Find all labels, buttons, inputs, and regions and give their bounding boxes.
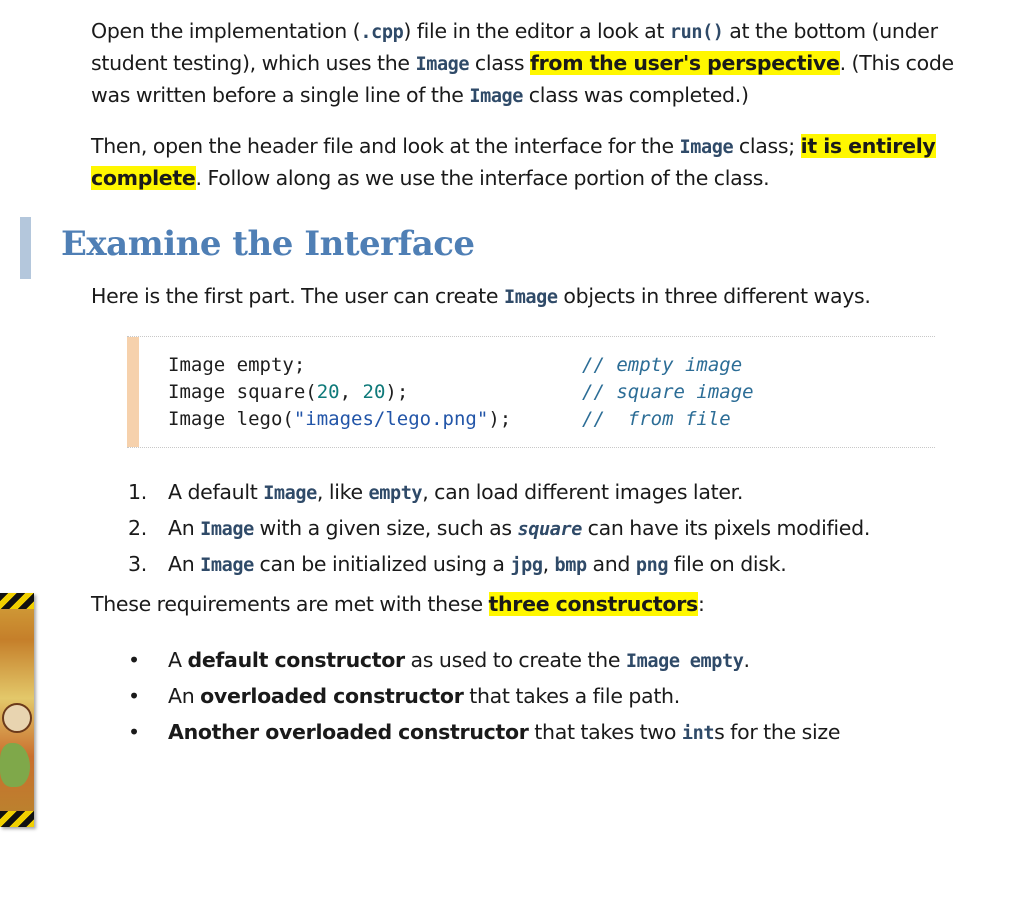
highlight: from the user's perspective [530, 51, 840, 75]
inline-code: square [517, 519, 582, 540]
bullet-icon: • [128, 648, 140, 672]
section-heading: Examine the Interface [61, 224, 475, 264]
cover-character [0, 743, 30, 787]
heading-accent-bar [20, 217, 31, 279]
inline-code: run() [669, 22, 724, 43]
code-line-3: Image lego("images/lego.png"); [168, 408, 512, 430]
inline-code: bmp [554, 555, 587, 576]
list-item: • An overloaded constructor that takes a file path. [128, 678, 840, 714]
numbered-list [128, 474, 870, 582]
inline-code: Image [469, 86, 524, 107]
inline-code: Image [200, 555, 254, 576]
code-block [127, 336, 935, 448]
inline-code: empty [368, 483, 423, 504]
list-item: 3. An Image can be initialized using a jpg, bmp and png file on disk. [128, 552, 787, 576]
cover-emblem [2, 703, 32, 733]
bullet-list [128, 642, 840, 750]
hazard-stripe [0, 811, 34, 827]
bullet-icon: • [128, 720, 140, 744]
paragraph-open-implementation: Open the implementation (.cpp) file in the editor a look at run() at the bottom (under student testing), which uses the Image class from the user's perspective. (This code was written before a single line of the Image class was completed.) [91, 19, 954, 107]
code-line-2: Image square(20, 20); [168, 381, 409, 403]
inline-code: Image [679, 137, 734, 158]
highlight: it is entirely complete [91, 134, 936, 190]
inline-code: .cpp [360, 22, 404, 43]
code-comment-3: // from file [582, 408, 731, 430]
book-cover-thumbnail-icon [0, 593, 34, 827]
code-comment-2: // square image [582, 381, 754, 403]
list-item: 2. An Image with a given size, such as square can have its pixels modified. [128, 516, 871, 540]
paragraph-requirements: These requirements are met with these three constructors: [91, 592, 705, 616]
inline-code: png [635, 555, 669, 576]
hazard-stripe [0, 593, 34, 609]
inline-code: Image [503, 287, 558, 308]
paragraph-open-header: Then, open the header file and look at the interface for the Image class; it is entirely complete. Follow along as we use the interface portion of the class. [91, 134, 936, 190]
list-item: • A default constructor as used to create the Image empty. [128, 642, 840, 678]
highlight: three constructors [488, 592, 698, 616]
inline-code: jpg [510, 555, 543, 576]
inline-code: Image empty [625, 651, 744, 672]
bullet-icon: • [128, 684, 140, 708]
list-item: • Another overloaded constructor that takes two ints for the size [128, 714, 840, 750]
code-line-1: Image empty; [168, 354, 306, 376]
inline-code: Image [200, 519, 254, 540]
code-comment-1: // empty image [582, 354, 743, 376]
list-item: 1. A default Image, like empty, can load different images later. [128, 480, 744, 504]
inline-code: Image [263, 483, 317, 504]
paragraph-intro: Here is the first part. The user can create Image objects in three different ways. [91, 284, 871, 308]
inline-code: int [681, 723, 715, 744]
inline-code: Image [415, 54, 470, 75]
code-block-accent-bar [127, 337, 139, 447]
